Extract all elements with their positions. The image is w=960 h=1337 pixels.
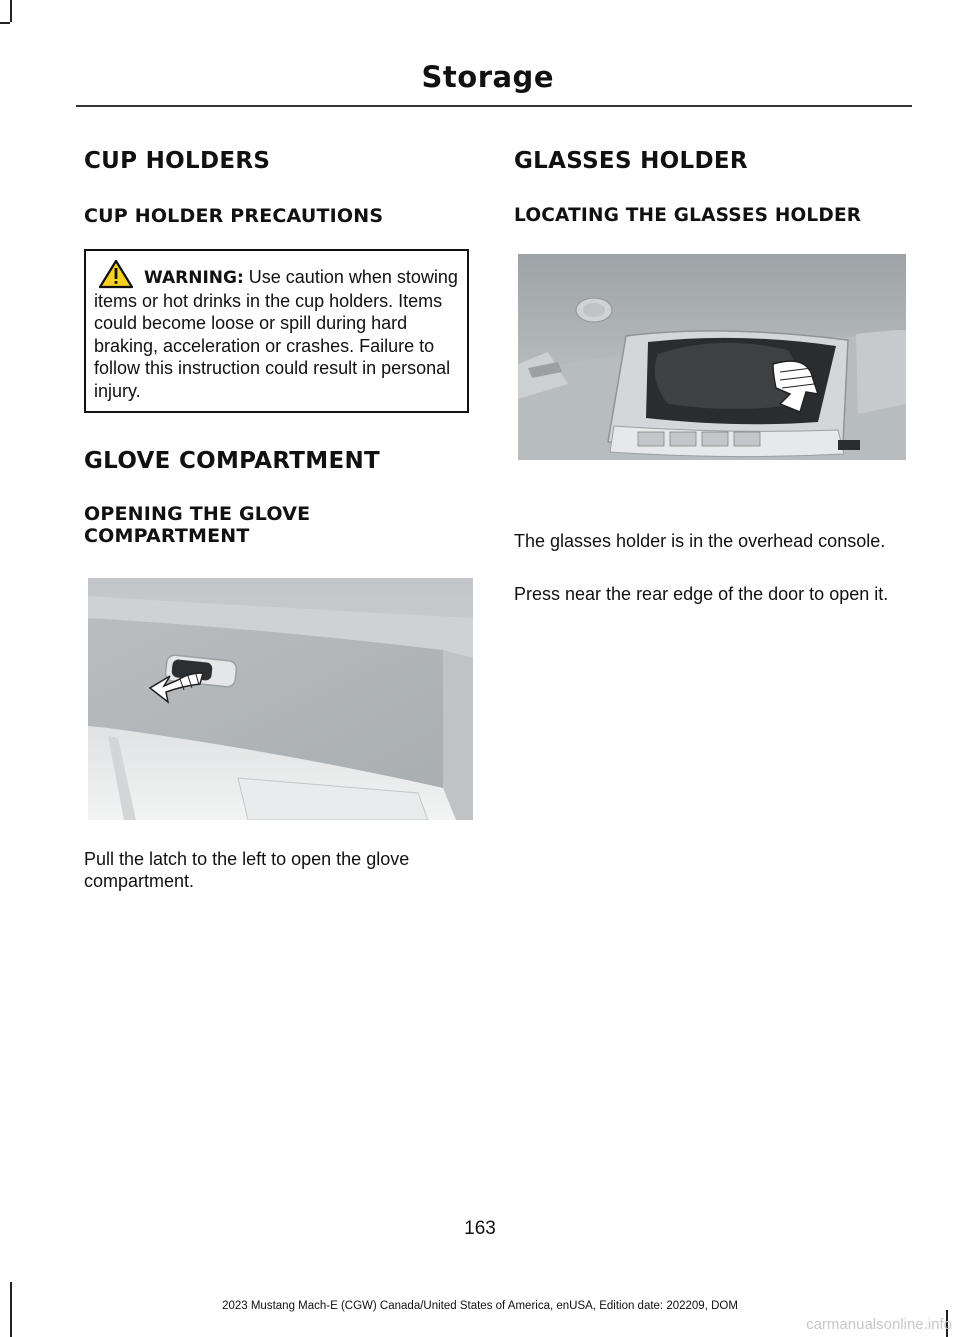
warning-triangle-icon	[98, 259, 134, 289]
crop-mark	[10, 0, 12, 22]
glove-compartment-drawing	[88, 578, 473, 820]
glasses-holder-illustration	[518, 254, 906, 460]
crop-mark	[0, 22, 10, 24]
watermark: carmanualsonline.info	[806, 1316, 952, 1333]
subsection-title-opening-glove-compartment: OPENING THE GLOVE COMPARTMENT	[84, 503, 311, 547]
page-header-title: Storage	[421, 60, 554, 94]
subsection-title-locating-glasses-holder: LOCATING THE GLASSES HOLDER	[514, 205, 862, 226]
page-number: 163	[464, 1218, 496, 1239]
warning-text	[94, 259, 461, 402]
glove-compartment-illustration	[88, 578, 473, 820]
subsection-title-cup-holder-precautions: CUP HOLDER PRECAUTIONS	[84, 205, 384, 227]
warning-box	[84, 249, 469, 413]
section-title-glasses-holder: GLASSES HOLDER	[514, 148, 748, 174]
glasses-para-2: Press near the rear edge of the door to open it.	[514, 584, 889, 604]
section-title-glove-compartment: GLOVE COMPARTMENT	[84, 448, 381, 474]
section-title-cup-holders: CUP HOLDERS	[84, 148, 271, 174]
glasses-para-1: The glasses holder is in the overhead console.	[514, 531, 886, 551]
glasses-holder-drawing	[518, 254, 906, 460]
glove-caption: Pull the latch to the left to open the glove compartment.	[84, 849, 410, 891]
header-rule	[76, 105, 912, 107]
warning-label: WARNING:	[144, 268, 244, 288]
warning-body: Use caution when stowing items or hot drinks in the cup holders. Items could become loose or spill during hard braking, acceleration or crashes. Failure to follow this instruction could result in personal injury.	[94, 267, 458, 401]
edition-footer: 2023 Mustang Mach-E (CGW) Canada/United States of America, enUSA, Edition date: 202209, DOM	[222, 1300, 738, 1312]
